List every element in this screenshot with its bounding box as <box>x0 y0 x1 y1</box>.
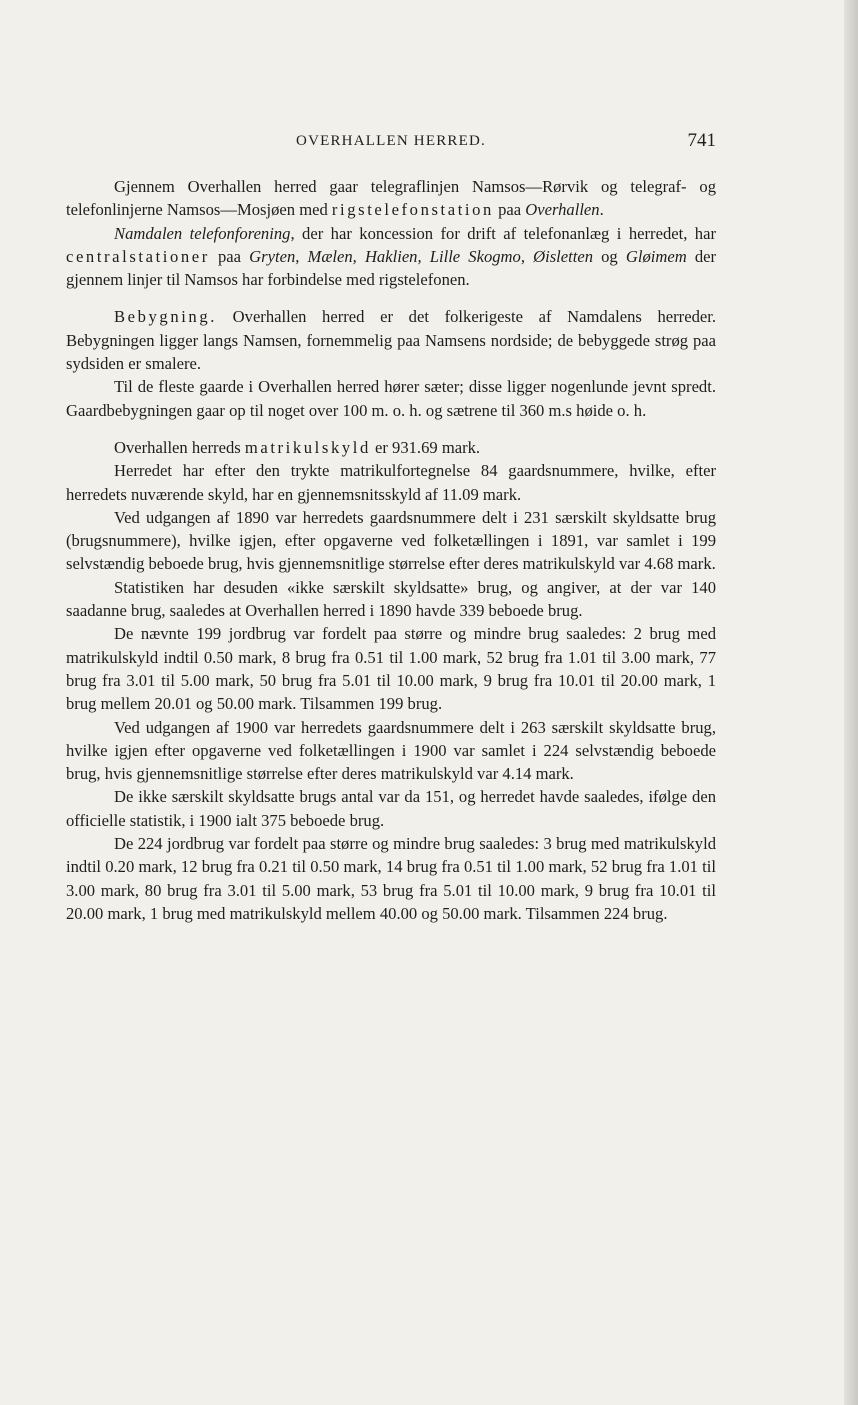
page-edge <box>844 0 858 1405</box>
text-run: er 931.69 mark. <box>370 437 481 457</box>
paragraph <box>66 436 716 459</box>
paragraph <box>66 305 716 375</box>
running-title: OVERHALLEN HERRED. <box>296 133 486 149</box>
text-run: paa <box>493 200 526 220</box>
spaced-term: rigstelefonstation <box>331 200 494 220</box>
text-run: Statistiken har desuden «ikke særskilt skyldsatte» brug, og angiver, at der var 140 saadanne brug, saaledes at Overhallen herred i 1890 havde 339 beboede brug. <box>66 577 716 621</box>
text-run: Ved udgangen af 1900 var herredets gaardsnummere delt i 263 særskilt skyldsatte brug, hvilke igjen efter opgaverne ved folketællingen i 1900 var samlet i 224 selvstændig beboede brug, hvis gjennemsnitlige størrelse efter deres matrikulskyld var 4.14 mark. <box>66 717 716 784</box>
paragraph <box>66 832 716 925</box>
text-run: Til de fleste gaarde i Overhallen herred hører sæter; disse ligger nogenlunde jevnt spredt. Gaardbebygningen gaar op til noget over 100 m. o. h. og sætrene til 360 m.s høide o. h. <box>66 377 716 420</box>
text-run: og <box>593 246 626 266</box>
italic-text: Gryten, Mælen, Haklien, Lille Skogmo, Øisletten <box>249 246 594 266</box>
text-run: Ved udgangen af 1890 var herredets gaardsnummere delt i 231 særskilt skyldsatte brug (brugsnummere), hvilke igjen, efter opgaverne ved folketællingen i 1891, var samlet i 199 selvstændig beboede brug, hvis gjennemsnitlige størrelse efter deres matrikulskyld var 4.68 mark. <box>66 507 716 574</box>
spaced-term: Bebygning. <box>114 307 217 327</box>
text-run: Overhallen herred er det folkerigeste af Namdalens herreder. Bebygningen ligger langs Namsen, fornemmelig paa Namsens nordside; de bebyggede strøg paa sydsiden er smalere. <box>66 307 716 374</box>
text-run: Overhallen herreds <box>114 437 245 457</box>
paragraph <box>66 375 716 422</box>
paragraph <box>66 459 716 506</box>
paragraph <box>66 175 716 222</box>
body-text <box>66 175 716 925</box>
paragraph <box>66 716 716 786</box>
paragraph <box>66 506 716 576</box>
text-run: Gjennem Overhallen herred gaar telegraflinjen Namsos—Rørvik og telegraf- og telefonlinjerne Namsos—Mosjøen med <box>66 177 716 220</box>
italic-text: Gløimem <box>625 246 687 266</box>
text-run: paa <box>209 246 250 266</box>
text-run: De ikke særskilt skyldsatte brugs antal var da 151, og herredet havde saaledes, ifølge den officielle statistik, i 1900 ialt 375 beboede brug. <box>66 787 716 830</box>
paragraph <box>66 576 716 623</box>
page-number: 741 <box>687 130 716 151</box>
spaced-term: matrikulskyld <box>244 437 371 457</box>
page-header <box>66 130 716 156</box>
text-run: De nævnte 199 jordbrug var fordelt paa større og mindre brug saaledes: 2 brug med matrikulskyld indtil 0.50 mark, 8 brug fra 0.51 til 1.00 mark, 52 brug fra 1.01 til 3.00 mark, 77 brug fra 3.01 til 5.00 mark, 50 brug fra 5.01 til 10.00 mark, 9 brug fra 10.01 til 20.00 mark, 1 brug mellem 20.01 og 50.00 mark. Tilsammen 199 brug. <box>66 624 716 714</box>
italic-text: Overhallen <box>525 200 600 220</box>
text-run: . <box>599 200 604 220</box>
text-run: der gjennem linjer til Namsos har forbindelse med rigstelefonen. <box>66 246 717 290</box>
paragraph <box>66 222 716 292</box>
spaced-term: centralstationer <box>66 246 210 266</box>
text-run: De 224 jordbrug var fordelt paa større og mindre brug saaledes: 3 brug med matrikulskyld indtil 0.20 mark, 12 brug fra 0.21 til 0.50 mark, 14 brug fra 0.51 til 1.00 mark, 52 brug fra 1.01 til 3.00 mark, 80 brug fra 3.01 til 5.00 mark, 53 brug fra 5.01 til 10.00 mark, 9 brug fra 10.01 til 20.00 mark, 1 brug med matrikulskyld mellem 40.00 og 50.00 mark. Tilsammen 224 brug. <box>66 834 716 923</box>
paragraph <box>66 622 716 715</box>
text-run: , der har koncession for drift af telefonanlæg i herredet, har <box>290 223 716 243</box>
italic-text: Namdalen telefonforening <box>114 223 291 243</box>
paragraph <box>66 785 716 832</box>
text-run: Herredet har efter den trykte matrikulfortegnelse 84 gaardsnummere, hvilke, efter herredets nuværende skyld, har en gjennemsnitsskyld af 11.09 mark. <box>66 461 716 504</box>
